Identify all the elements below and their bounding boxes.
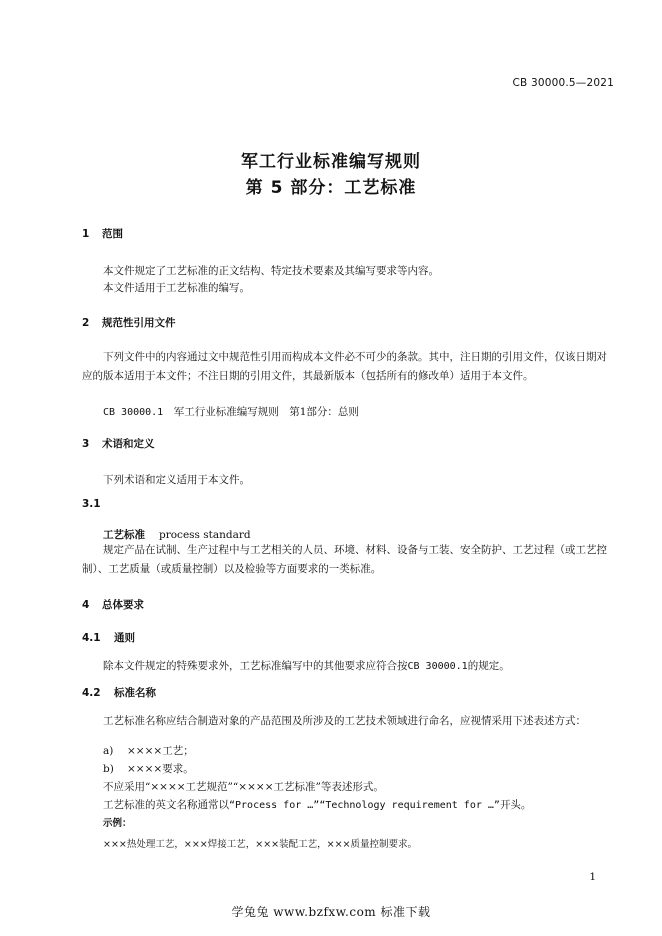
section-1-number: 1 bbox=[82, 228, 90, 240]
document-title-line1: 军工行业标准编写规则 bbox=[241, 152, 421, 172]
list-item-b-text: ××××要求。 bbox=[127, 763, 194, 775]
english-name-pattern-1: “Process for …” bbox=[229, 800, 320, 811]
subsection-4-1-heading bbox=[82, 630, 135, 645]
list-item-a-label: a) bbox=[103, 745, 114, 757]
footer-watermark: 学兔兔 www.bzfxw.com 标准下载 bbox=[231, 905, 431, 919]
section-1-paragraph-2: 本文件适用于工艺标准的编写。 bbox=[103, 282, 250, 294]
english-name-pattern-2: “Technology requirement for …” bbox=[319, 800, 500, 811]
subsection-4-2-title: 标准名称 bbox=[114, 687, 156, 699]
section-4-heading bbox=[82, 597, 144, 612]
general-rule-suffix: 的规定。 bbox=[467, 660, 510, 672]
english-name-suffix: 开头。 bbox=[499, 799, 532, 811]
subsection-4-2-heading bbox=[82, 685, 156, 700]
subsection-4-2-intro: 工艺标准名称应结合制造对象的产品范围及所涉及的工艺技术领域进行命名，应视情采用下述表述方式： bbox=[103, 715, 586, 727]
subsection-3-1-number: 3.1 bbox=[82, 498, 101, 510]
subsection-4-1-title: 通则 bbox=[114, 632, 135, 644]
naming-note-2 bbox=[103, 796, 531, 815]
section-2-heading bbox=[82, 315, 176, 330]
term-chinese: 工艺标准 bbox=[103, 529, 145, 541]
reference-code: CB 30000.1 bbox=[103, 407, 164, 418]
section-1-heading bbox=[82, 226, 123, 241]
section-2-title: 规范性引用文件 bbox=[102, 317, 176, 329]
list-item-a-text: ××××工艺； bbox=[127, 745, 194, 757]
subsection-4-2-number: 4.2 bbox=[82, 687, 101, 699]
general-rule-code: CB 30000.1 bbox=[407, 661, 468, 672]
page-number: 1 bbox=[589, 871, 596, 883]
english-name-prefix: 工艺标准的英文名称通常以 bbox=[103, 799, 229, 811]
section-4-number: 4 bbox=[82, 599, 90, 611]
section-3-intro: 下列术语和定义适用于本文件。 bbox=[103, 474, 250, 486]
section-2-number: 2 bbox=[82, 317, 90, 329]
term-english: process standard bbox=[159, 529, 251, 541]
section-2-paragraph: 下列文件中的内容通过文中规范性引用而构成本文件必不可少的条款。其中，注日期的引用文件，仅该日期对应的版本适用于本文件；不注日期的引用文件，其最新版本（包括所有的修改单）适用于本文件。 bbox=[82, 351, 607, 382]
subsection-4-1-text bbox=[103, 657, 510, 676]
term-definition: 规定产品在试制、生产过程中与工艺相关的人员、环境、材料、设备与工装、安全防护、工艺过程（或工艺控制）、工艺质量（或质量控制）以及检验等方面要求的一类标准。 bbox=[82, 544, 607, 575]
subsection-4-1-number: 4.1 bbox=[82, 632, 101, 644]
reference-title: 军工行业标准编写规则 第1部分：总则 bbox=[173, 406, 359, 418]
document-title-line2: 第 5 部分：工艺标准 bbox=[245, 178, 417, 198]
list-item-b-label: b) bbox=[103, 763, 114, 775]
section-3-title: 术语和定义 bbox=[102, 438, 155, 450]
normative-reference bbox=[103, 403, 359, 422]
section-3-number: 3 bbox=[82, 438, 90, 450]
standard-code: CB 30000.5—2021 bbox=[512, 77, 614, 89]
general-rule-prefix: 除本文件规定的特殊要求外，工艺标准编写中的其他要求应符合按 bbox=[103, 660, 408, 672]
example-text: ×××热处理工艺，×××焊接工艺，×××装配工艺，×××质量控制要求。 bbox=[103, 839, 418, 850]
list-item-a bbox=[103, 742, 194, 760]
section-4-title: 总体要求 bbox=[102, 599, 144, 611]
section-1-paragraph-1: 本文件规定了工艺标准的正文结构、特定技术要素及其编写要求等内容。 bbox=[103, 265, 439, 277]
section-1-title: 范围 bbox=[102, 228, 123, 240]
naming-note-1: 不应采用“××××工艺规范”“××××工艺标准”等表述形式。 bbox=[103, 781, 384, 793]
term-entry bbox=[103, 523, 251, 542]
list-item-b bbox=[103, 760, 194, 778]
section-3-heading bbox=[82, 436, 155, 451]
example-label: 示例： bbox=[103, 818, 132, 829]
